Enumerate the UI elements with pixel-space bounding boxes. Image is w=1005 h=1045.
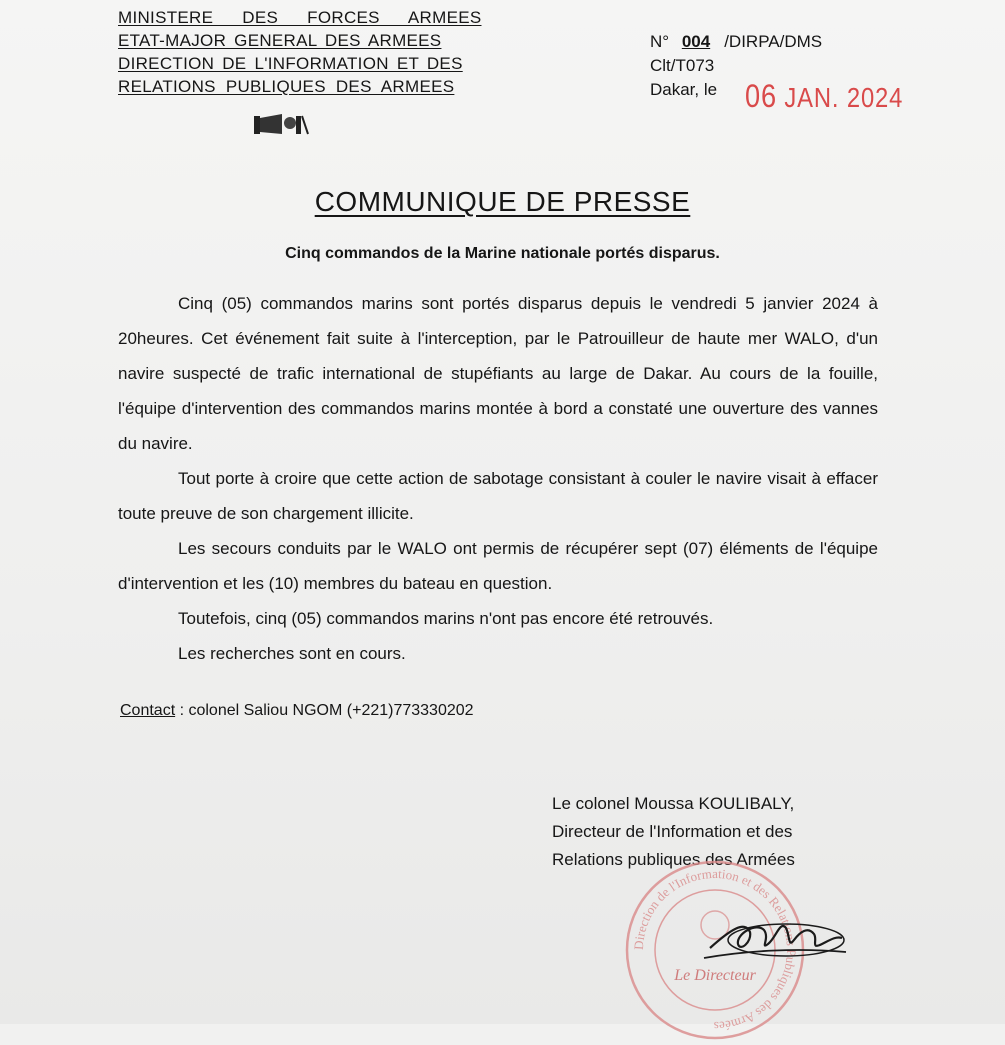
ref-code: Clt/T073	[650, 56, 715, 75]
body-text	[118, 286, 878, 671]
signer-line-1: Le colonel Moussa KOULIBALY,	[552, 794, 795, 813]
place-label: Dakar, le	[650, 80, 718, 99]
contact-line	[120, 702, 474, 720]
date-stamp-day: 06	[745, 78, 777, 114]
ref-number: 004	[681, 32, 711, 51]
paragraph-3: Les secours conduits par le WALO ont permis de récupérer sept (07) éléments de l'équipe d'intervention et les (10) membres du bateau en question.	[118, 539, 878, 593]
date-stamp-rest: JAN. 2024	[784, 82, 904, 113]
ref-suffix: /DIRPA/DMS	[724, 32, 823, 51]
contact-text: : colonel Saliou NGOM (+221)773330202	[175, 702, 474, 719]
date-stamp	[745, 78, 903, 115]
signer-line-2: Directeur de l'Information et des	[552, 822, 793, 841]
ministry-line-2: ETAT-MAJOR GENERAL DES ARMEES	[118, 31, 442, 50]
subtitle: Cinq commandos de la Marine nationale portés disparus.	[285, 245, 720, 262]
ref-prefix: N°	[650, 32, 670, 51]
ministry-line-1: MINISTERE DES FORCES ARMEES	[118, 8, 482, 27]
page-title	[0, 186, 1005, 218]
seal-center-text: Le Directeur	[674, 967, 756, 984]
handwritten-signature	[690, 900, 850, 970]
title-text: COMMUNIQUE DE PRESSE	[314, 186, 691, 217]
paragraph-5: Les recherches sont en cours.	[178, 644, 406, 663]
paragraph-1: Cinq (05) commandos marins sont portés disparus depuis le vendredi 5 janvier 2024 à 20heures. Cet événement fait suite à l'interception, par le Patrouilleur de haute mer WALO, d'un navire suspecté de trafic international de stupéfiants au large de Dakar. Au cours de la fouille, l'équipe d'intervention des commandos marins montée à bord a constaté une ouverture des vannes du navire.	[118, 294, 878, 453]
signer-line-3: Relations publiques des Armées	[552, 850, 795, 869]
contact-label: Contact	[120, 702, 176, 719]
ministry-line-3: DIRECTION DE L'INFORMATION ET DES	[118, 54, 463, 73]
army-emblem-icon	[252, 110, 310, 138]
seal-ring-text: Direction de l'Information et des Relations Publiques des Armées	[630, 865, 800, 1035]
ministry-header	[118, 6, 508, 98]
ministry-line-4: RELATIONS PUBLIQUES DES ARMEES	[118, 77, 455, 96]
paragraph-4: Toutefois, cinq (05) commandos marins n'ont pas encore été retrouvés.	[178, 609, 714, 628]
paragraph-2: Tout porte à croire que cette action de sabotage consistant à couler le navire visait à effacer toute preuve de son chargement illicite.	[118, 469, 878, 523]
